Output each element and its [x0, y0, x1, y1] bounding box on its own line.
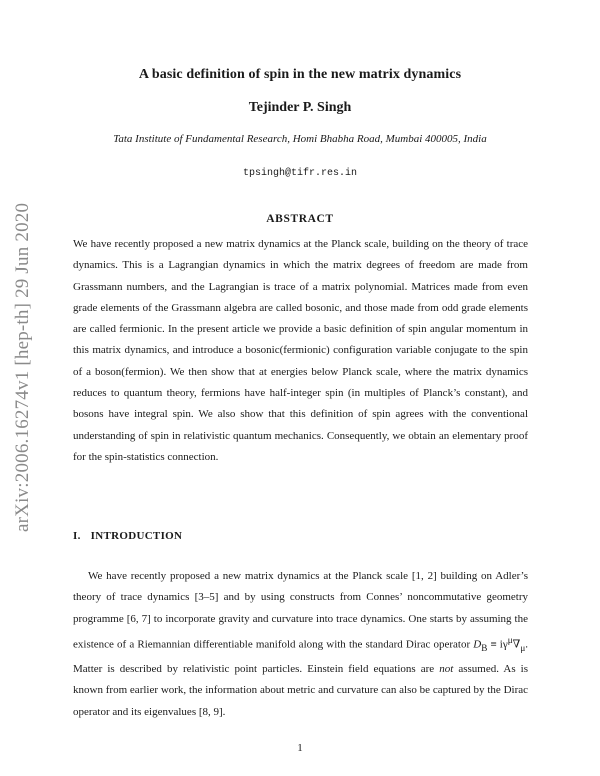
section-title: INTRODUCTION [90, 530, 183, 542]
dirac-operator-subscript: B [481, 642, 488, 653]
author-affiliation: Tata Institute of Fundamental Research, Homi Bhabha Road, Mumbai 400005, India [113, 133, 487, 145]
section-heading-introduction [73, 530, 182, 542]
page-number: 1 [297, 742, 303, 754]
author-email: tpsingh@tifr.res.in [242, 168, 358, 179]
intro-text-part-3: assumed. As is known from earlier work, the information about metric and curvature can also be captured by the Dirac operator and its eigenvalues [8, 9]. [73, 663, 528, 718]
nabla-symbol: ∇ [512, 638, 521, 651]
nabla-subscript: μ [520, 642, 526, 653]
introduction-paragraph [73, 566, 528, 723]
dirac-operator-symbol: D [473, 638, 482, 651]
intro-text-part-2: . Matter is described by relativistic point particles. Einstein field equations are [73, 638, 528, 676]
emphasis-not: not [439, 663, 454, 676]
section-number: I. [73, 530, 81, 542]
gamma-superscript: μ [507, 634, 513, 645]
intro-text-part-1: We have recently proposed a new matrix dynamics at the Planck scale [1, 2] building on Adler’s theory of trace dynamics [3–5] and by using constructs from Connes’ noncommutative geometry programme [6, 7] to incorporate gravity and curvature into trace dynamics. One starts by assuming the existence of a Riemannian differentiable manifold along with the standard Dirac operator [73, 570, 528, 651]
author-name: Tejinder P. Singh [248, 100, 352, 115]
abstract-text: We have recently proposed a new matrix dynamics at the Planck scale, building on the theory of trace dynamics. This is a Lagrangian dynamics in which the matrix degrees of freedom are made from Grassmann numbers, and the Lagrangian is trace of a matrix polynomial. Matrices made from even grade elements of the Grassmann algebra are called bosonic, and those made from odd grade elements are called fermionic. In the present article we provide a basic definition of spin angular momentum in this matrix dynamics, and introduce a bosonic(fermionic) configuration variable conjugate to the spin of a boson(fermion). We then show that at energies below Planck scale, where the matrix dynamics reduces to quantum theory, fermions have half-integer spin (in multiples of Planck’s constant), and bosons have integral spin. We also show that this definition of spin agrees with the conventional understanding of spin in relativistic quantum mechanics. Consequently, we obtain an elementary proof for the spin-statistics connection. [73, 238, 528, 463]
abstract-heading: ABSTRACT [266, 213, 334, 225]
dirac-equivalence: ≡ iγ [487, 638, 508, 651]
arxiv-identifier-stamp: arXiv:2006.16274v1 [hep-th] 29 Jun 2020 [12, 202, 33, 532]
paper-title: A basic definition of spin in the new matrix dynamics [138, 67, 462, 82]
